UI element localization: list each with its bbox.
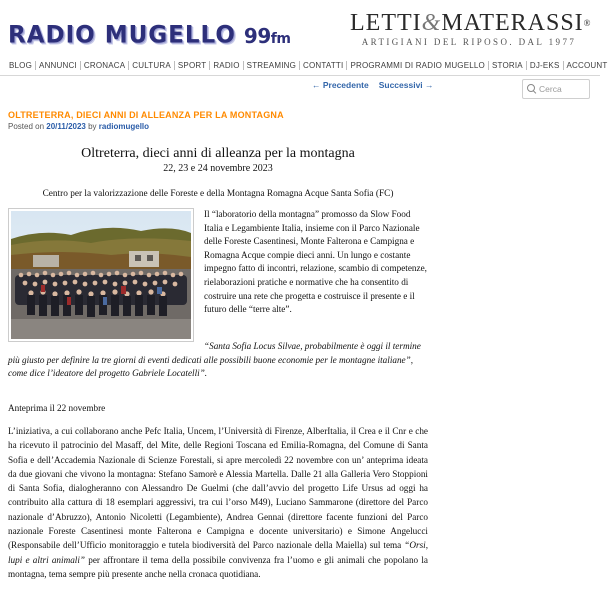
post-title[interactable]: OLTRETERRA, DIECI ANNI DI ALLEANZA PER LA MONTAGNA: [8, 110, 284, 120]
post-pager: [312, 80, 434, 90]
radio-mugello-logo[interactable]: [8, 16, 290, 48]
sponsor-tagline: ARTIGIANI DEL RIPOSO. DAL 1977: [361, 37, 577, 47]
post-date-link[interactable]: 20/11/2023: [46, 122, 86, 131]
next-link[interactable]: Successivi →: [378, 80, 434, 90]
article-paragraph-1: Il “laboratorio della montagna” promosso da Slow Food Italia e Legambiente Italia, insieme con il Parco Nazionale delle Foreste Casentinesi, Monte Falterona e Campigna e Romagna Acque compie dieci anni. Un lungo e costante impegno fatto di incontri, relazione, scambio di competenze, rielaborazioni pratiche e normative che ha consentito di costruire una rete che progetta e costruisce il presente e il futuro delle “terre alte”.: [204, 209, 427, 315]
article-dates: 22, 23 e 24 novembre 2023: [163, 163, 273, 174]
search-input[interactable]: [539, 84, 589, 94]
search-icon[interactable]: [527, 84, 536, 94]
nav-item-cultura[interactable]: CULTURA: [129, 61, 175, 70]
group-photo[interactable]: [8, 208, 194, 342]
main-nav: [0, 56, 608, 76]
article-subtitle: Centro per la valorizzazione delle Foreste e della Montagna Romagna Acque Santa Sofia (FC): [42, 189, 394, 199]
previous-link[interactable]: ← Precedente: [312, 80, 369, 90]
article-title: Oltreterra, dieci anni di alleanza per la montagna: [81, 146, 355, 161]
nav-item-djeks[interactable]: DJ-EKS: [527, 61, 564, 70]
logo-text: RADIO MUGELLO: [8, 21, 236, 49]
by-label: by: [88, 122, 97, 131]
sponsor-name: LETTI&MATERASSI®: [350, 10, 592, 36]
nav-item-blog[interactable]: BLOG: [6, 61, 36, 70]
article-paragraph-2: L’iniziativa, a cui collaborano anche Pefc Italia, Uncem, l’Università di Firenze, AlberItalia, il Crea e il Cnr e che ha ricevuto il patrocinio del Masaff, del Mite, delle Regioni Toscana ed Emilia-Romagna, del Comune di Santa Sofia e dell’Accademia Nazionale di Scienze Forestali, si apre mercoledì 22 novembre con un’ anteprima ideata da due giovani che vivono la montagna: Stefano Samorè e Alessia Martella. Dalle 21 alla Galleria Vero Stoppioni di Santa Sofia, dialogheranno con Alessandro De Guelmi (che dall’avvio del progetto Life Ursus ad oggi ha contribuito alla cattura di 18 esemplari aggressivi, tra cui l’orso M49), Luciano Sammarone (direttore del Parco nazionale d’Abruzzo), Antonio Nicoletti (Legambiente), Andrea Gennai (direttore facente funzioni del Parco nazionale Foreste Casentinesi monte Falterona e Campigna e docente universitario) e Simone Angelucci (Responsabile dell’Ufficio monitoraggio e tutela biodiversità del Parco nazionale della Maiella) sul tema “Orsi, lupi e altri animali” per affrontare il tema della possibile convivenza fra l’uomo e gli animali che popolano la montagna, tema sempre più presente anche nella cronaca quotidiana.: [8, 426, 428, 579]
article-quote: “Santa Sofia Locus Silvae, probabilmente è oggi il termine più giusto per definire la tre giorni di eventi dedicati alle possibili buone economie per le montagne italiane”, come dice l’ideatore del progetto Gabriele Locatelli”.: [8, 341, 421, 379]
site-header: [0, 0, 600, 56]
posted-on-label: Posted on: [8, 122, 45, 131]
nav-item-programmi[interactable]: PROGRAMMI DI RADIO MUGELLO: [347, 61, 489, 70]
nav-item-contatti[interactable]: CONTATTI: [300, 61, 347, 70]
author-link[interactable]: radiomugello: [98, 122, 150, 131]
article-header: [8, 146, 428, 200]
nav-item-account[interactable]: ACCOUNT: [566, 61, 608, 70]
section-heading: Anteprima il 22 novembre: [8, 403, 106, 413]
nav-item-sport[interactable]: SPORT: [175, 61, 210, 70]
group-photo-image: [11, 211, 191, 339]
sponsor-banner[interactable]: [350, 10, 592, 50]
nav-item-annunci[interactable]: ANNUNCI: [36, 61, 81, 70]
nav-item-storia[interactable]: STORIA: [489, 61, 527, 70]
nav-item-streaming[interactable]: STREAMING: [244, 61, 300, 70]
logo-frequency: 99fm: [243, 24, 291, 48]
post-meta: [8, 122, 149, 131]
nav-item-cronaca[interactable]: CRONACA: [81, 61, 129, 70]
search-box: [522, 79, 590, 99]
nav-item-radio[interactable]: RADIO: [210, 61, 243, 70]
